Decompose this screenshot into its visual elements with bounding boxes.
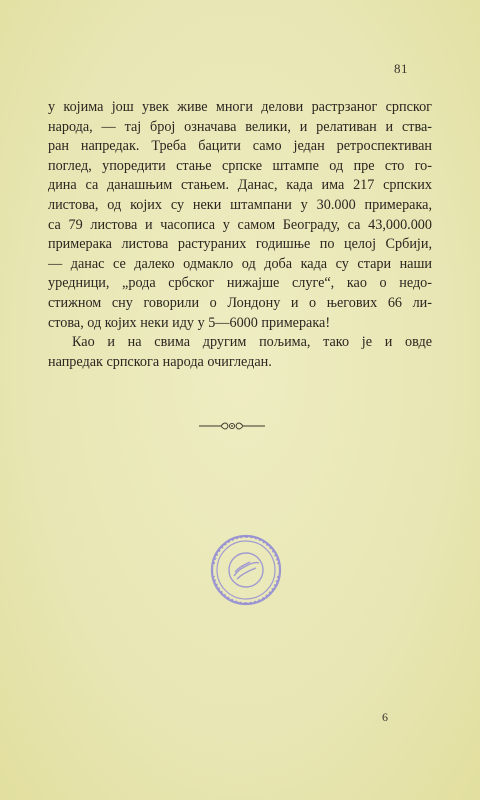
text-line: у којима још увек живе многи делови растрзаног српског (48, 99, 432, 115)
signature-mark: 6 (382, 710, 388, 724)
page-number: 81 (394, 61, 408, 76)
body-text (48, 98, 432, 372)
text-line: стижном сну говорили о Лондону и о његових 66 ли- (48, 294, 432, 311)
text-line: листова, од којих су неки штампани у 30.000 примерака, (48, 196, 432, 213)
text-line: ран напредак. Треба бацити само један ретроспективан (48, 138, 432, 155)
text-line: примерака листова растураних годишње по целој Србији, (48, 236, 432, 253)
fleuron-divider-icon (197, 419, 267, 433)
paragraph-1 (48, 98, 432, 333)
text-line: са 79 листова и часописа у самом Београду, са 43,000.000 (48, 216, 432, 233)
text-line: уредници, „рода србског нижајше слуге“, као о недо- (48, 275, 432, 292)
library-stamp-icon (208, 532, 284, 608)
paragraph-2 (48, 333, 432, 372)
text-line: — данас се далеко одмакло од доба када су стари наши (48, 255, 432, 272)
text-line: напредак српскога народа очигледан. (48, 353, 272, 370)
text-line: стова, од којих неки иду у 5—6000 примерака! (48, 314, 331, 331)
text-line: Као и на свима другим пољима, тако је и овде (72, 334, 432, 351)
text-line: народа, — тај број означава велики, и релативан и ства- (48, 118, 432, 135)
text-line: дина са данашњим стањем. Данас, када има 217 српских (48, 177, 432, 194)
text-line: поглед, упоредити стање српске штампе од пре сто го- (48, 157, 432, 174)
